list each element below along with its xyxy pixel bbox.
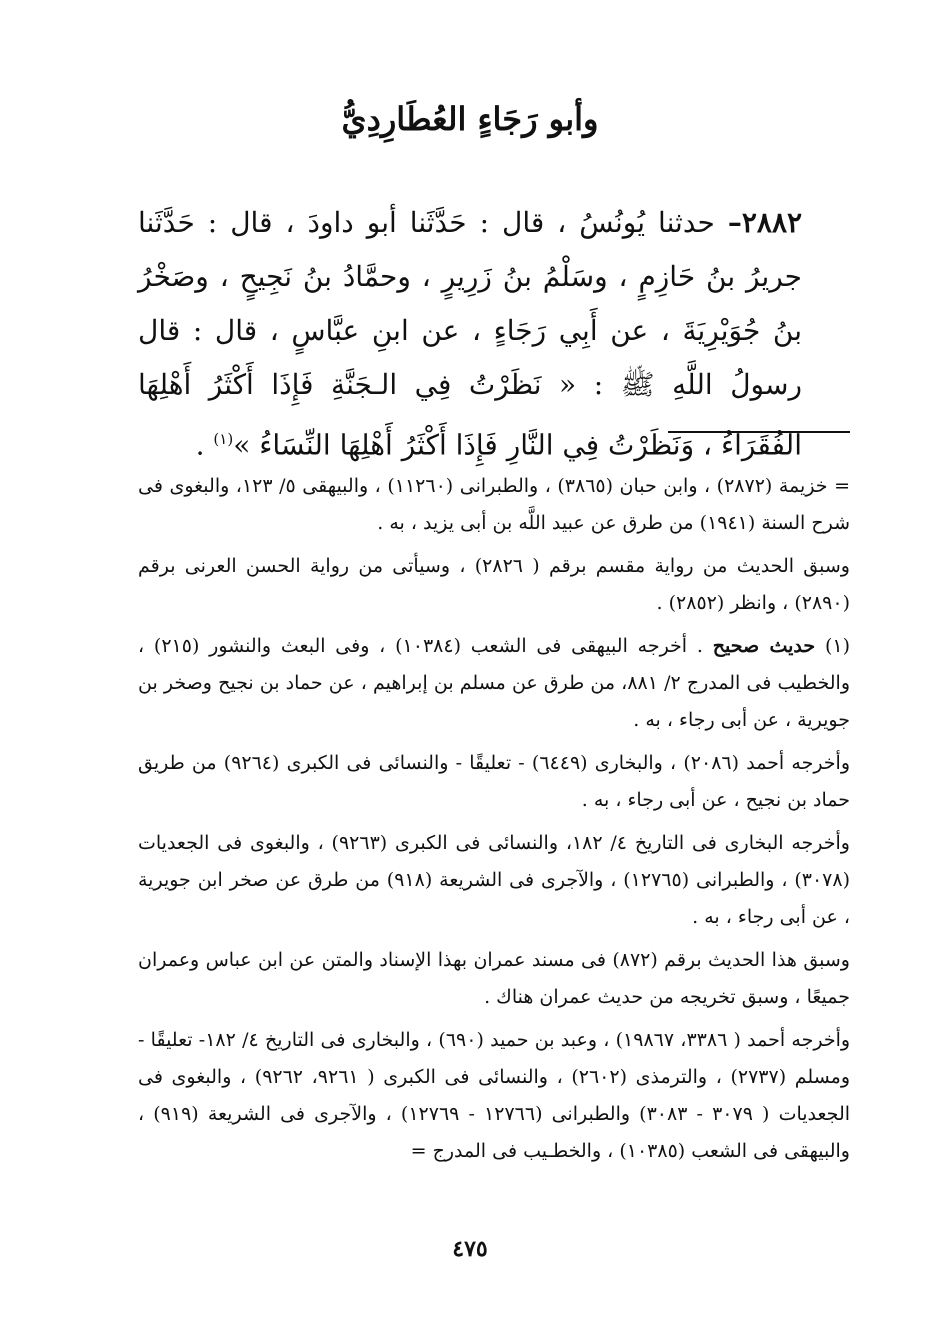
hadith-body: حدثنا يُونُسُ ، قال : حَدَّثَنا أبو داودَ ، قال : حَدَّثَنا جريرُ بنُ حَازِمٍ ، وسَلْمُ بنُ زَرِيرٍ ، وحمَّادُ بنُ نَجِيحٍ ، وصَخْرُ بنُ جُوَيْرِيَةَ ، عن أَبِي رَجَاءٍ ، عن ابنِ عبَّاسٍ ، قال : قال رسولُ اللَّهِ ﷺ : « نَظَرْتُ فِي الـجَنَّةِ فَإِذَا أَكْثَرُ أَهْلِهَا الفُقَرَاءُ ، وَنَظَرْتُ فِي النَّارِ فَإِذَا أَكْثَرُ أَهْلِهَا النِّسَاءُ » [138, 206, 802, 462]
footnote-marker: (١) [213, 430, 234, 448]
page-number: ٤٧٥ [452, 1236, 488, 1262]
footnote-paragraph: وأخرجه أحمد ( ٣٣٨٦، ١٩٨٦٧) ، وعبد بن حميد (٦٩٠) ، والبخارى فى التاريخ ٤/ ١٨٢- تعليقًا - ومسلم (٢٧٣٧) ، والترمذى (٢٦٠٢) ، والنسائى فى الكبرى ( ٩٢٦١، ٩٢٦٢) ، والبغوى فى الجعديات ( ٣٠٧٩ - ٣٠٨٣) والطبرانى (١٢٧٦٦ - ١٢٧٦٩) ، والآجرى فى الشريعة (٩١٩) ، والبيهقى فى الشعب (١٠٣٨٥) ، والخطـيب فى المدرج = [138, 1029, 851, 1162]
footnote-paragraph: = خزيمة (٢٨٧٢) ، وابن حبان (٣٨٦٥) ، والطبرانى (١١٢٦٠) ، والبيهقى ٥/ ١٢٣، والبغوى فى شرح السنة (١٩٤١) من طرق عن عبيد اللَّه بن أبى يزيد ، به . [138, 475, 850, 534]
footnote-paragraph: وأخرجه أحمد (٢٠٨٦) ، والبخارى (٦٤٤٩) - تعليقًا - والنسائى فى الكبرى (٩٢٦٤) من طريق حماد بن نجيح ، عن أبى رجاء ، به . [138, 752, 851, 811]
footnotes [138, 468, 850, 1176]
footnote-separator [668, 431, 850, 433]
footnote-paragraph: وسبق هذا الحديث برقم (٨٧٢) فى مسند عمران بهذا الإسناد والمتن عن ابن عباس وعمران جميعًا ، وسبق تخريجه من حديث عمران هناك . [138, 949, 850, 1008]
footnote-paragraph: وسبق الحديث من رواية مقسم برقم ( ٢٨٢٦) ، وسيأتى من رواية الحسن العرنى برقم (٢٨٩٠) ، وانظر (٢٨٥٢) . [138, 555, 850, 614]
footnote-paragraph: وأخرجه البخارى فى التاريخ ٤/ ١٨٢، والنسائى فى الكبرى (٩٢٦٣) ، والبغوى فى الجعديات (٣٠٧٨) ، والطبرانى (١٢٧٦٥) ، والآجرى فى الشريعة (٩١٨) من طرق عن صخر ابن جويرية ، عن أبى رجاء ، به . [138, 832, 851, 928]
hadith-end: . [195, 428, 214, 462]
hadith-number: ٢٨٨٢– [727, 206, 803, 239]
grading-label: حديث صحيح [712, 635, 816, 657]
footnote-paragraph: (١) حديث صحيح . أخرجه البيهقى فى الشعب (١٠٣٨٤) ، وفى البعث والنشور (٢١٥) ، والخطيب فى المدرج ٢/ ٨٨١، من طرق عن مسلم بن إبراهيم ، عن حماد بن نجيح وصخر بن جويرية ، عن أبى رجاء ، به . [138, 635, 851, 731]
section-heading: وأبو رَجَاءٍ العُطَارِدِيُّ [341, 100, 599, 138]
